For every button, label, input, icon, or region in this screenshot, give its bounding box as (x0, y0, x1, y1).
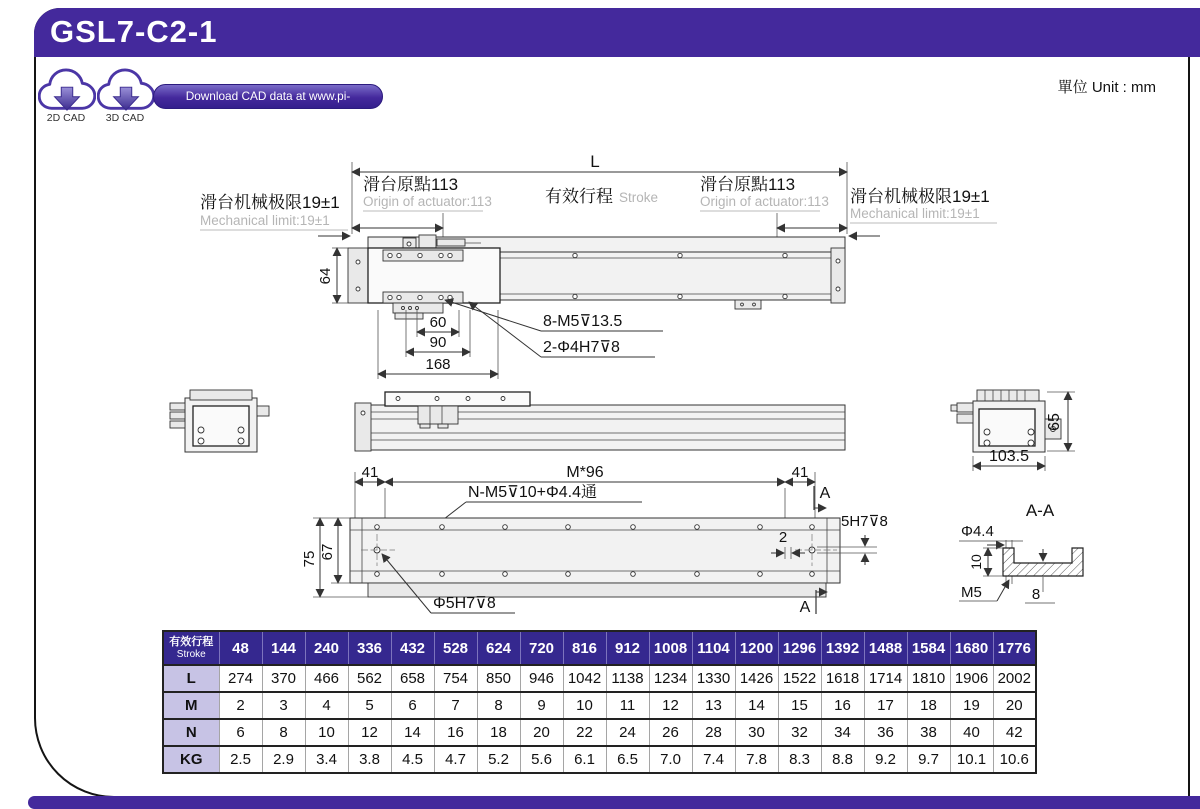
table-cell: 42 (993, 719, 1036, 746)
row-label: N (163, 719, 219, 746)
table-row (163, 719, 1036, 746)
stroke-col-header: 144 (262, 631, 305, 665)
table-cell: 9.2 (864, 746, 907, 773)
table-cell: 20 (520, 719, 563, 746)
table-cell: 10 (563, 692, 606, 719)
dim-90: 90 (429, 334, 447, 351)
table-cell: 40 (950, 719, 993, 746)
dim-phi44: Φ4.4 (961, 523, 994, 540)
stroke-col-header: 624 (477, 631, 520, 665)
table-cell: 9 (520, 692, 563, 719)
table-cell: 24 (606, 719, 649, 746)
table-cell: 2.5 (219, 746, 262, 773)
table-cell: 22 (563, 719, 606, 746)
spec-table (162, 630, 1037, 774)
mech-limit-right-en: Mechanical limit:19±1 (850, 206, 980, 221)
table-cell: 5.6 (520, 746, 563, 773)
table-cell: 12 (649, 692, 692, 719)
table-cell: 754 (434, 665, 477, 692)
dim-m96: M*96 (566, 464, 604, 481)
table-cell: 370 (262, 665, 305, 692)
dim-67: 67 (319, 543, 336, 561)
table-cell: 36 (864, 719, 907, 746)
section-marker-a-bottom: A (799, 599, 811, 616)
table-cell: 15 (778, 692, 821, 719)
table-cell: 2 (219, 692, 262, 719)
dim-60: 60 (429, 314, 447, 331)
dim-41-left: 41 (361, 464, 379, 481)
table-cell: 1234 (649, 665, 692, 692)
stroke-col-header: 1776 (993, 631, 1036, 665)
note-8-m5: 8-M5⊽13.5 (543, 313, 623, 330)
table-row (163, 692, 1036, 719)
table-cell: 3.4 (305, 746, 348, 773)
stroke-col-header: 336 (348, 631, 391, 665)
origin-left-cn: 滑台原點113 (363, 175, 459, 194)
stroke-col-header: 1392 (821, 631, 864, 665)
table-corner-cell (163, 631, 219, 665)
table-cell: 1714 (864, 665, 907, 692)
table-cell: 1618 (821, 665, 864, 692)
table-cell: 14 (391, 719, 434, 746)
stroke-label-cn: 有效行程 (545, 187, 613, 206)
stroke-col-header: 816 (563, 631, 606, 665)
dim-64: 64 (317, 267, 334, 285)
row-label: KG (163, 746, 219, 773)
footer-bar (28, 796, 1200, 809)
side-view (170, 390, 1075, 471)
table-cell: 19 (950, 692, 993, 719)
stroke-col-header: 1584 (907, 631, 950, 665)
table-cell: 1426 (735, 665, 778, 692)
dim-168: 168 (425, 356, 451, 373)
table-cell: 16 (821, 692, 864, 719)
download-cad-button[interactable]: Download CAD data at www.pi-robot.com.cn (153, 84, 383, 109)
origin-left-en: Origin of actuator:113 (363, 194, 492, 209)
table-cell: 1522 (778, 665, 821, 692)
table-cell: 9.7 (907, 746, 950, 773)
table-cell: 32 (778, 719, 821, 746)
table-cell: 4.5 (391, 746, 434, 773)
stroke-header-en: Stroke (176, 648, 206, 660)
dim-103-5: 103.5 (988, 448, 1030, 465)
table-cell: 1138 (606, 665, 649, 692)
table-cell: 8.8 (821, 746, 864, 773)
table-cell: 5 (348, 692, 391, 719)
table-cell: 16 (434, 719, 477, 746)
table-cell: 274 (219, 665, 262, 692)
table-header-row (163, 631, 1036, 665)
table-cell: 2.9 (262, 746, 305, 773)
dim-8: 8 (1031, 586, 1041, 603)
stroke-col-header: 528 (434, 631, 477, 665)
table-cell: 1906 (950, 665, 993, 692)
note-phi5: Φ5H7⊽8 (433, 595, 496, 612)
table-cell: 466 (305, 665, 348, 692)
dim-L: L (590, 152, 600, 171)
stroke-col-header: 432 (391, 631, 434, 665)
section-title: A-A (1025, 501, 1055, 520)
stroke-col-header: 720 (520, 631, 563, 665)
stroke-col-header: 1104 (692, 631, 735, 665)
table-cell: 8 (262, 719, 305, 746)
table-cell: 7.8 (735, 746, 778, 773)
dim-2: 2 (778, 529, 788, 546)
bottom-view (301, 464, 888, 616)
dim-75: 75 (301, 550, 318, 568)
table-cell: 946 (520, 665, 563, 692)
table-cell: 4 (305, 692, 348, 719)
note-2-phi4: 2-Φ4H7⊽8 (543, 339, 620, 356)
stroke-col-header: 48 (219, 631, 262, 665)
dim-65: 65 (1046, 413, 1063, 431)
table-cell: 4.7 (434, 746, 477, 773)
table-cell: 562 (348, 665, 391, 692)
table-cell: 10.6 (993, 746, 1036, 773)
table-cell: 28 (692, 719, 735, 746)
table-cell: 5.2 (477, 746, 520, 773)
3d-cad-download-icon[interactable] (97, 68, 155, 114)
stroke-header-cn: 有效行程 (169, 635, 214, 648)
stroke-col-header: 912 (606, 631, 649, 665)
table-cell: 20 (993, 692, 1036, 719)
stroke-col-header: 1296 (778, 631, 821, 665)
stroke-label-en: Stroke (619, 190, 659, 205)
table-cell: 8.3 (778, 746, 821, 773)
row-label: M (163, 692, 219, 719)
table-cell: 7 (434, 692, 477, 719)
dim-41-right: 41 (791, 464, 809, 481)
table-cell: 6 (219, 719, 262, 746)
label-m5: M5 (961, 584, 982, 601)
table-row (163, 665, 1036, 692)
mech-limit-left-en: Mechanical limit:19±1 (200, 213, 330, 228)
stroke-col-header: 1488 (864, 631, 907, 665)
table-cell: 38 (907, 719, 950, 746)
3d-cad-label: 3D CAD (105, 112, 145, 124)
origin-right-cn: 滑台原點113 (700, 175, 796, 194)
mech-limit-right-cn: 滑台机械极限19±1 (850, 187, 990, 206)
table-cell: 6.1 (563, 746, 606, 773)
table-cell: 11 (606, 692, 649, 719)
page-title: GSL7-C2-1 (50, 14, 218, 49)
table-cell: 658 (391, 665, 434, 692)
row-label: L (163, 665, 219, 692)
mech-limit-left-cn: 滑台机械极限19±1 (200, 193, 340, 212)
table-cell: 34 (821, 719, 864, 746)
table-row (163, 746, 1036, 773)
section-a-a (959, 501, 1083, 603)
table-cell: 12 (348, 719, 391, 746)
table-cell: 850 (477, 665, 520, 692)
table-cell: 8 (477, 692, 520, 719)
note-n-m5: N-M5⊽10+Φ4.4通 (468, 484, 597, 501)
table-cell: 14 (735, 692, 778, 719)
2d-cad-download-icon[interactable] (38, 68, 96, 114)
2d-cad-label: 2D CAD (46, 112, 86, 124)
table-cell: 7.0 (649, 746, 692, 773)
table-cell: 18 (907, 692, 950, 719)
stroke-col-header: 1200 (735, 631, 778, 665)
table-cell: 30 (735, 719, 778, 746)
top-view (200, 152, 997, 379)
engineering-drawing (35, 140, 1190, 630)
table-cell: 10 (305, 719, 348, 746)
table-cell: 6.5 (606, 746, 649, 773)
stroke-col-header: 240 (305, 631, 348, 665)
table-cell: 1810 (907, 665, 950, 692)
table-cell: 3.8 (348, 746, 391, 773)
table-cell: 1042 (563, 665, 606, 692)
table-cell: 10.1 (950, 746, 993, 773)
dim-10: 10 (968, 554, 984, 570)
origin-right-en: Origin of actuator:113 (700, 194, 829, 209)
note-5h7: 5H7⊽8 (841, 513, 888, 530)
table-cell: 7.4 (692, 746, 735, 773)
section-marker-a-top: A (819, 485, 831, 502)
table-cell: 18 (477, 719, 520, 746)
stroke-col-header: 1008 (649, 631, 692, 665)
table-cell: 3 (262, 692, 305, 719)
table-cell: 6 (391, 692, 434, 719)
table-cell: 17 (864, 692, 907, 719)
table-cell: 26 (649, 719, 692, 746)
table-cell: 2002 (993, 665, 1036, 692)
stroke-col-header: 1680 (950, 631, 993, 665)
table-cell: 1330 (692, 665, 735, 692)
unit-label: 單位 Unit : mm (1057, 79, 1156, 96)
table-cell: 13 (692, 692, 735, 719)
